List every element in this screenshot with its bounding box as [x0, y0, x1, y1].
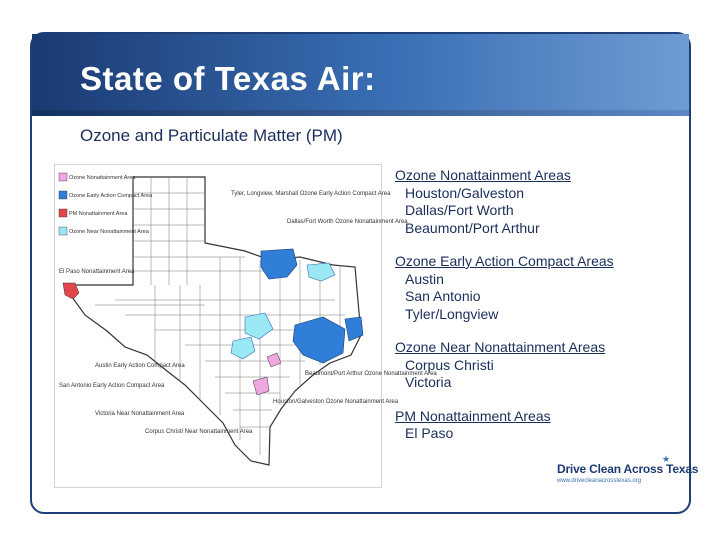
slide-frame	[30, 32, 699, 514]
area-item: Austin	[405, 270, 444, 287]
area-item: Beaumont/Port Arthur	[405, 219, 540, 236]
legend-label: Ozone Near Nonattainment Area	[69, 229, 149, 235]
star-icon: ★	[662, 454, 671, 464]
slide-title: State of Texas Air:	[80, 60, 376, 97]
legend-swatch-ozone-nonattainment	[59, 173, 67, 181]
area-item: Corpus Christi	[405, 356, 494, 373]
area-group-pm-nonattainment	[395, 408, 685, 443]
area-group-ozone-nonattainment	[395, 167, 685, 237]
area-heading: Ozone Early Action Compact Areas	[395, 253, 614, 269]
legend-swatch-early-action	[59, 191, 67, 199]
area-item: San Antonio	[405, 288, 481, 304]
area-item: El Paso	[405, 425, 454, 441]
area-item: Victoria	[405, 374, 452, 390]
slide-subtitle: Ozone and Particulate Matter (PM)	[80, 126, 343, 145]
area-list	[395, 167, 685, 459]
map-label-tyler: Tyler, Longview, Marshall Ozone Early Action Compact Area	[231, 191, 391, 197]
map-label-beaumont: Beaumont/Port Arthur Ozone Nonattainment Area	[305, 371, 437, 377]
area-heading: PM Nonattainment Areas	[395, 407, 551, 424]
title-bar	[32, 34, 689, 116]
logo-title: Drive Clean Across Texas	[557, 462, 699, 476]
legend-swatch-near-nonattainment	[59, 227, 67, 235]
area-group-near-nonattainment	[395, 339, 685, 392]
legend-label: Ozone Nonattainment Area	[69, 175, 136, 181]
area-heading: Ozone Near Nonattainment Areas	[395, 339, 606, 355]
area-item: Houston/Galveston	[405, 184, 525, 201]
legend-label: Ozone Early Action Compact Area	[69, 193, 153, 199]
map-label-corpus: Corpus Christi Near Nonattainment Area	[145, 429, 253, 435]
map-label-dfw: Dallas/Fort Worth Ozone Nonattainment Area	[287, 219, 408, 225]
area-heading: Ozone Nonattainment Areas	[395, 167, 571, 183]
texas-map	[54, 164, 437, 488]
map-label-victoria: Victoria Near Nonattainment Area	[95, 411, 185, 417]
area-item: Tyler/Longview	[405, 305, 499, 322]
map-label-san-antonio: San Antonio Early Action Compact Area	[59, 383, 165, 389]
map-label-austin: Austin Early Action Compact Area	[95, 363, 185, 369]
area-group-early-action	[395, 253, 685, 323]
texas-map-graphic	[55, 165, 437, 487]
area-item: Dallas/Fort Worth	[405, 202, 514, 218]
drive-clean-logo	[557, 454, 699, 488]
logo-url: www.drivecleanacrosstexas.org	[557, 478, 642, 484]
legend-label: PM Nonattainment Area	[69, 211, 128, 217]
map-label-el-paso: El Paso Nonattainment Area	[59, 269, 135, 275]
legend-swatch-pm	[59, 209, 67, 217]
map-label-houston: Houston/Galveston Ozone Nonattainment Area	[273, 399, 399, 405]
